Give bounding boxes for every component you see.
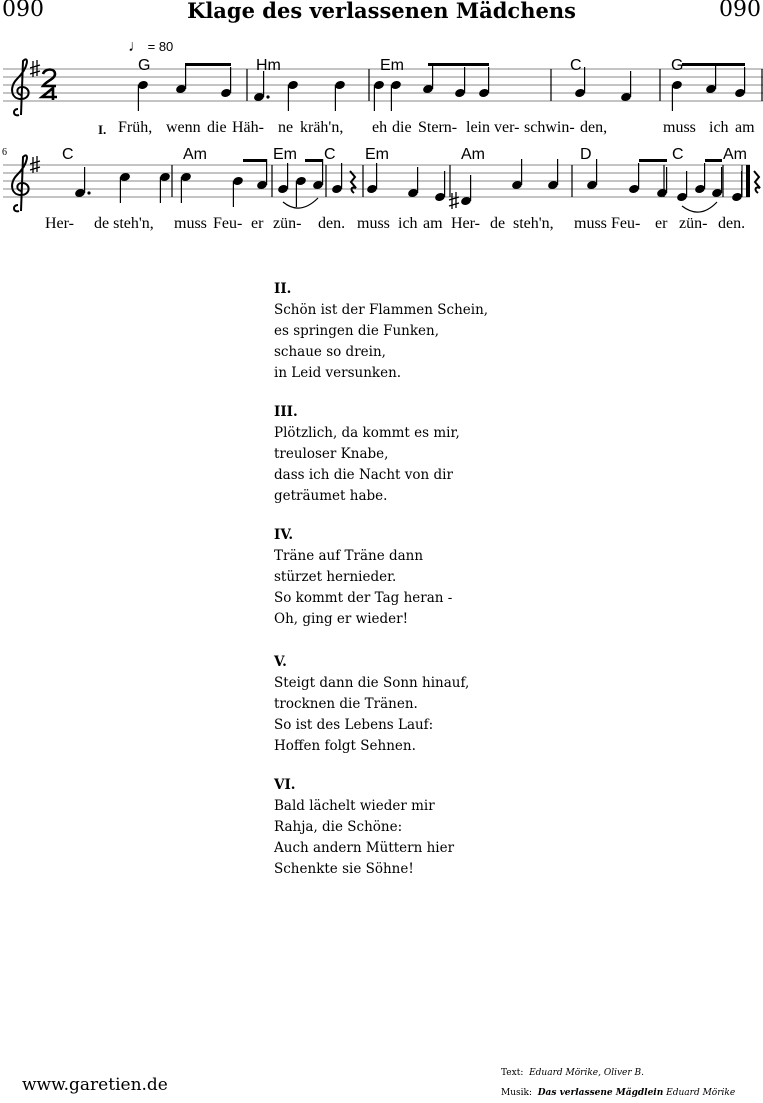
verse-label: VI. <box>274 777 296 793</box>
lyric-syllable: den. <box>718 215 746 232</box>
beam <box>243 159 267 162</box>
lyric-syllable: Feu- <box>213 215 243 232</box>
verse-label: IV. <box>274 527 294 543</box>
verse-line: Auch andern Müttern hier <box>274 840 455 856</box>
chord-symbol: G <box>671 57 684 74</box>
verse-block <box>274 775 454 880</box>
verse-line: So kommt der Tag heran - <box>274 590 453 606</box>
verse-line: Rahja, die Schöne: <box>274 819 403 835</box>
lyric-syllable: am <box>423 215 443 232</box>
verse-line: schaue so drein, <box>274 344 386 360</box>
verse-line: dass ich die Nacht von dir <box>274 467 453 483</box>
beam <box>639 159 667 162</box>
lyric-syllable: muss <box>663 119 696 136</box>
verse-block <box>274 525 452 630</box>
lyric-syllable: den. <box>318 215 346 232</box>
lyric-syllable: Häh- <box>232 119 264 136</box>
time-signature-top <box>43 70 56 87</box>
verse-line: geträumet habe. <box>274 488 388 504</box>
lyric-syllable: wenn <box>166 119 201 136</box>
note-dot <box>266 95 269 98</box>
beam <box>305 159 323 162</box>
quarter-rest-icon <box>350 171 356 193</box>
song-title: Klage des verlassenen Mädchens <box>187 0 576 23</box>
lyric-syllable: eh <box>372 119 388 136</box>
verse-label: V. <box>274 654 287 670</box>
verse-line: Bald lächelt wieder mir <box>274 798 435 814</box>
lyric-syllable: I. <box>98 122 107 137</box>
lyric-syllable: Stern- <box>418 119 458 136</box>
beam <box>705 159 722 162</box>
lyric-syllable: steh'n, <box>113 215 154 232</box>
verse-line: treuloser Knabe, <box>274 446 389 462</box>
lyric-syllable: ich <box>398 215 418 232</box>
lyric-syllable: er <box>655 215 668 232</box>
music-label: Musik: <box>501 1088 532 1098</box>
chord-symbol: Hm <box>256 57 281 74</box>
lyric-syllable: muss <box>574 215 607 232</box>
beam <box>186 63 231 66</box>
measure-number: 6 <box>2 147 7 158</box>
text-authors: Eduard Mörike, Oliver B. <box>529 1068 645 1078</box>
treble-clef-icon <box>12 155 29 211</box>
lyric-syllable: den, <box>580 119 608 136</box>
verse-line: in Leid versunken. <box>274 365 402 381</box>
lyric-syllable: die <box>392 119 412 136</box>
verse-block <box>274 402 460 507</box>
lyric-syllable: die <box>207 119 227 136</box>
slur <box>682 202 717 212</box>
verse-block <box>274 652 469 757</box>
verse-block <box>274 279 488 384</box>
verse-line: Schenkte sie Söhne! <box>274 861 414 877</box>
lyric-syllable: zün- <box>679 215 708 232</box>
chord-symbol: Am <box>723 146 747 163</box>
quarter-rest-icon <box>754 171 760 193</box>
text-label: Text: <box>501 1068 524 1078</box>
verse-line: Schön ist der Flammen Schein, <box>274 302 489 318</box>
chord-symbol: Am <box>183 146 207 163</box>
lyric-syllable: schwin- <box>524 119 575 136</box>
music-credit <box>501 1088 735 1098</box>
chord-symbol: D <box>580 146 592 163</box>
music-author: Eduard Mörike <box>666 1088 736 1098</box>
lyric-syllable: Her- <box>45 215 74 232</box>
lyric-syllable: er <box>251 215 264 232</box>
lyric-syllable: ne <box>278 119 294 136</box>
music-title: Das verlassene Mägdlein <box>537 1088 664 1098</box>
lyric-syllable: ver- <box>494 119 520 136</box>
website-link[interactable]: www.garetien.de <box>22 1075 168 1095</box>
lyric-syllable: kräh'n, <box>300 119 344 136</box>
lyric-syllable: Her- <box>451 215 480 232</box>
final-barline <box>746 165 750 197</box>
lyric-syllable: de <box>94 215 110 232</box>
quarter-note-icon: ♩ <box>128 38 144 55</box>
chord-symbol: C <box>570 57 582 74</box>
lyric-syllable: Früh, <box>118 119 153 136</box>
chord-symbol: C <box>324 146 336 163</box>
verse-label: II. <box>274 281 292 297</box>
slur <box>283 198 318 208</box>
song-number-left: 090 <box>2 0 44 22</box>
verse-line: Steigt dann die Sonn hinauf, <box>274 675 470 691</box>
chord-symbol: Am <box>461 146 485 163</box>
verse-line: Hoffen folgt Sehnen. <box>274 738 416 754</box>
verse-line: Plötzlich, da kommt es mir, <box>274 425 460 441</box>
text-credit <box>501 1068 644 1078</box>
verse-line: Oh, ging er wieder! <box>274 611 409 627</box>
lyric-syllable: am <box>735 119 755 136</box>
chord-symbol: C <box>62 146 74 163</box>
verse-line: stürzet hernieder. <box>274 569 397 585</box>
lyric-syllable: muss <box>174 215 207 232</box>
lyric-syllable: de <box>490 215 506 232</box>
song-number-right: 090 <box>719 0 761 22</box>
chord-symbol: Em <box>365 146 389 163</box>
beam <box>428 63 489 66</box>
lyric-syllable: zün- <box>273 215 302 232</box>
time-signature-bottom <box>42 88 57 100</box>
verse-line: es springen die Funken, <box>274 323 440 339</box>
beam <box>682 63 745 66</box>
verse-line: So ist des Lebens Lauf: <box>274 717 434 733</box>
lyric-syllable: Feu- <box>611 215 641 232</box>
lyric-syllable: muss <box>357 215 390 232</box>
verse-line: trocknen die Tränen. <box>274 696 418 712</box>
tempo-value: = 80 <box>147 39 174 54</box>
verse-label: III. <box>274 404 298 420</box>
lyric-syllable: steh'n, <box>513 215 554 232</box>
treble-clef-icon <box>12 59 29 115</box>
chord-symbol: G <box>138 57 151 74</box>
chord-symbol: Em <box>380 57 404 74</box>
chord-symbol: C <box>672 146 684 163</box>
lyric-syllable: lein <box>466 119 490 136</box>
chord-symbol: Em <box>273 146 297 163</box>
lyric-syllable: ich <box>709 119 729 136</box>
verse-line: Träne auf Träne dann <box>274 548 424 564</box>
note-dot <box>87 191 90 194</box>
